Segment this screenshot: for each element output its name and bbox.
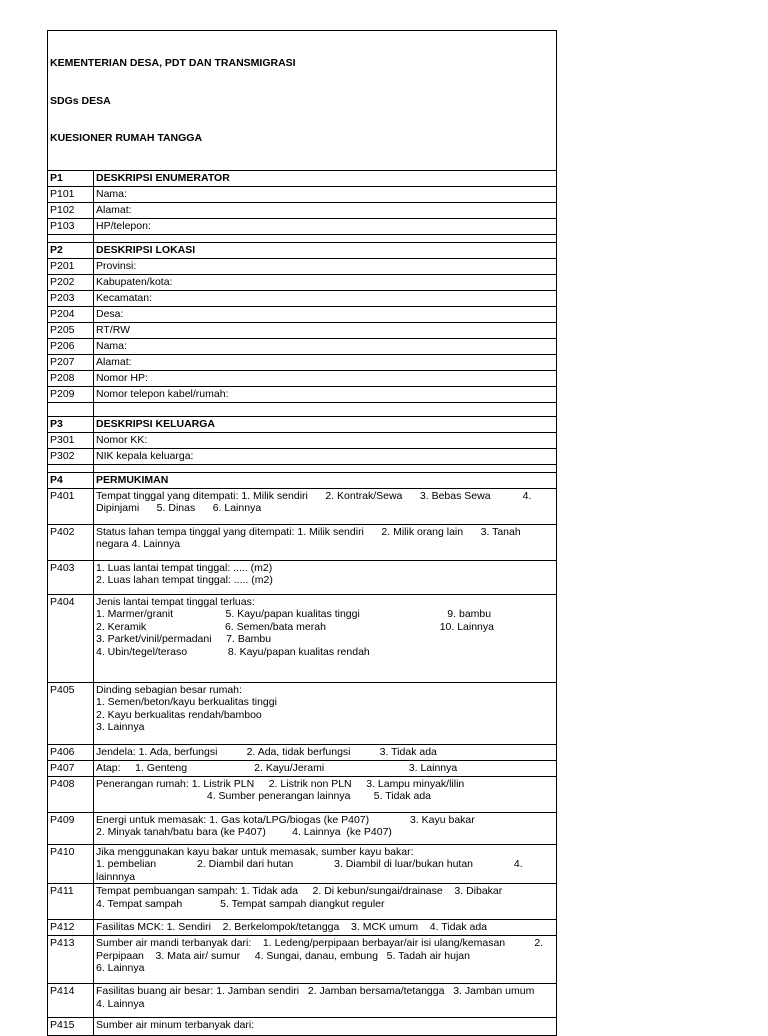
question-text: Nomor KK: — [94, 432, 557, 448]
question-text: Sumber air minum terbanyak dari: — [94, 1018, 557, 1036]
question-code: P411 — [48, 884, 94, 920]
question-code: P301 — [48, 432, 94, 448]
question-text — [94, 234, 557, 242]
question-code: P409 — [48, 812, 94, 844]
question-code: P206 — [48, 338, 94, 354]
question-text: Nama: — [94, 338, 557, 354]
question-code — [48, 464, 94, 472]
question-code: P404 — [48, 594, 94, 682]
question-text: Fasilitas buang air besar: 1. Jamban sendiri 2. Jamban bersama/tetangga 3. Jamban umum 4. Lainnya — [94, 984, 557, 1018]
question-row — [48, 186, 557, 202]
question-row — [48, 386, 557, 402]
question-code: P3 — [48, 416, 94, 432]
question-row — [48, 448, 557, 464]
question-code: P414 — [48, 984, 94, 1018]
question-code: P208 — [48, 370, 94, 386]
question-row — [48, 354, 557, 370]
question-text: Jenis lantai tempat tinggal terluas: 1. Marmer/granit 5. Kayu/papan kualitas tinggi 9. bambu 2. Keramik 6. Semen/bata merah 10. Lainnya 3. Parket/vinil/permadani 7. Bambu 4. Ubin/tegel/teraso 8. Kayu/papan kualitas rendah — [94, 594, 557, 682]
question-row — [48, 744, 557, 760]
question-row — [48, 524, 557, 560]
ministry-title: KEMENTERIAN DESA, PDT DAN TRANSMIGRASI — [50, 57, 296, 69]
section-header-row — [48, 472, 557, 488]
questionnaire-body — [48, 31, 557, 1036]
question-text: Atap: 1. Genteng 2. Kayu/Jerami 3. Lainnya — [94, 760, 557, 776]
question-code: P413 — [48, 936, 94, 984]
section-title: PERMUKIMAN — [94, 472, 557, 488]
question-code: P412 — [48, 920, 94, 936]
question-code: P408 — [48, 776, 94, 812]
question-code: P402 — [48, 524, 94, 560]
question-code: P403 — [48, 560, 94, 594]
question-code: P209 — [48, 386, 94, 402]
question-code: P101 — [48, 186, 94, 202]
question-row — [48, 1018, 557, 1036]
spacer-row — [48, 402, 557, 416]
question-code: P401 — [48, 488, 94, 524]
question-text: Penerangan rumah: 1. Listrik PLN 2. Listrik non PLN 3. Lampu minyak/lilin 4. Sumber penerangan lainnya 5. Tidak ada — [94, 776, 557, 812]
question-row — [48, 370, 557, 386]
question-text: NIK kepala keluarga: — [94, 448, 557, 464]
question-row — [48, 338, 557, 354]
question-text: Alamat: — [94, 354, 557, 370]
question-code: P407 — [48, 760, 94, 776]
question-row — [48, 560, 557, 594]
question-code: P2 — [48, 242, 94, 258]
question-row — [48, 322, 557, 338]
question-row — [48, 920, 557, 936]
question-text — [94, 464, 557, 472]
question-code: P405 — [48, 682, 94, 744]
question-row — [48, 812, 557, 844]
questionnaire-title: KUESIONER RUMAH TANGGA — [50, 132, 203, 144]
section-header-row — [48, 170, 557, 186]
question-code: P202 — [48, 274, 94, 290]
spacer-row — [48, 234, 557, 242]
section-title: DESKRIPSI LOKASI — [94, 242, 557, 258]
question-text: HP/telepon: — [94, 218, 557, 234]
question-text: Nomor telepon kabel/rumah: — [94, 386, 557, 402]
section-title: DESKRIPSI KELUARGA — [94, 416, 557, 432]
question-text: Fasilitas MCK: 1. Sendiri 2. Berkelompok/tetangga 3. MCK umum 4. Tidak ada — [94, 920, 557, 936]
question-text: Provinsi: — [94, 258, 557, 274]
question-row — [48, 258, 557, 274]
question-code: P205 — [48, 322, 94, 338]
question-text: Jika menggunakan kayu bakar untuk memasak, sumber kayu bakar: 1. pembelian 2. Diambil dari hutan 3. Diambil di luar/bukan hutan 4. lainnnya — [94, 844, 557, 884]
question-text: Energi untuk memasak: 1. Gas kota/LPG/biogas (ke P407) 3. Kayu bakar 2. Minyak tanah/batu bara (ke P407) 4. Lainnya (ke P407) — [94, 812, 557, 844]
question-row — [48, 594, 557, 682]
question-text: Nama: — [94, 186, 557, 202]
question-text: Status lahan tempa tinggal yang ditempati: 1. Milik sendiri 2. Milik orang lain 3. Tanah negara 4. Lainnya — [94, 524, 557, 560]
question-text — [94, 402, 557, 416]
question-text: RT/RW — [94, 322, 557, 338]
question-code: P406 — [48, 744, 94, 760]
question-code — [48, 234, 94, 242]
question-row — [48, 432, 557, 448]
document-header — [48, 31, 557, 171]
question-code — [48, 402, 94, 416]
question-code: P1 — [48, 170, 94, 186]
question-text: Nomor HP: — [94, 370, 557, 386]
program-title: SDGs DESA — [50, 94, 111, 107]
question-row — [48, 290, 557, 306]
section-title: DESKRIPSI ENUMERATOR — [94, 170, 557, 186]
section-header-row — [48, 242, 557, 258]
section-header-row — [48, 416, 557, 432]
question-code: P410 — [48, 844, 94, 884]
question-row — [48, 488, 557, 524]
question-code: P302 — [48, 448, 94, 464]
question-text: Desa: — [94, 306, 557, 322]
question-text: Tempat pembuangan sampah: 1. Tidak ada 2. Di kebun/sungai/drainase 3. Dibakar 4. Tempat sampah 5. Tempat sampah diangkut reguler — [94, 884, 557, 920]
document-header-row — [48, 31, 557, 171]
question-row — [48, 682, 557, 744]
question-row — [48, 218, 557, 234]
question-text: Kecamatan: — [94, 290, 557, 306]
question-row — [48, 936, 557, 984]
question-text: Dinding sebagian besar rumah: 1. Semen/beton/kayu berkualitas tinggi 2. Kayu berkualitas rendah/bamboo 3. Lainnya — [94, 682, 557, 744]
question-row — [48, 306, 557, 322]
question-text: Alamat: — [94, 202, 557, 218]
question-row — [48, 202, 557, 218]
question-code: P203 — [48, 290, 94, 306]
question-code: P415 — [48, 1018, 94, 1036]
questionnaire-table — [47, 30, 557, 1036]
question-text: 1. Luas lantai tempat tinggal: ..... (m2) 2. Luas lahan tempat tinggal: ..... (m2) — [94, 560, 557, 594]
question-row — [48, 884, 557, 920]
question-text: Tempat tinggal yang ditempati: 1. Milik sendiri 2. Kontrak/Sewa 3. Bebas Sewa 4. Dipinjami 5. Dinas 6. Lainnya — [94, 488, 557, 524]
question-row — [48, 776, 557, 812]
question-row — [48, 984, 557, 1018]
question-text: Kabupaten/kota: — [94, 274, 557, 290]
question-row — [48, 274, 557, 290]
question-row — [48, 760, 557, 776]
question-text: Jendela: 1. Ada, berfungsi 2. Ada, tidak berfungsi 3. Tidak ada — [94, 744, 557, 760]
spacer-row — [48, 464, 557, 472]
question-code: P207 — [48, 354, 94, 370]
question-code: P204 — [48, 306, 94, 322]
question-code: P103 — [48, 218, 94, 234]
question-code: P201 — [48, 258, 94, 274]
question-row — [48, 844, 557, 884]
question-code: P102 — [48, 202, 94, 218]
question-code: P4 — [48, 472, 94, 488]
question-text: Sumber air mandi terbanyak dari: 1. Ledeng/perpipaan berbayar/air isi ulang/kemasan 2. Perpipaan 3. Mata air/ sumur 4. Sungai, danau, embung 5. Tadah air hujan 6. Lainnya — [94, 936, 557, 984]
